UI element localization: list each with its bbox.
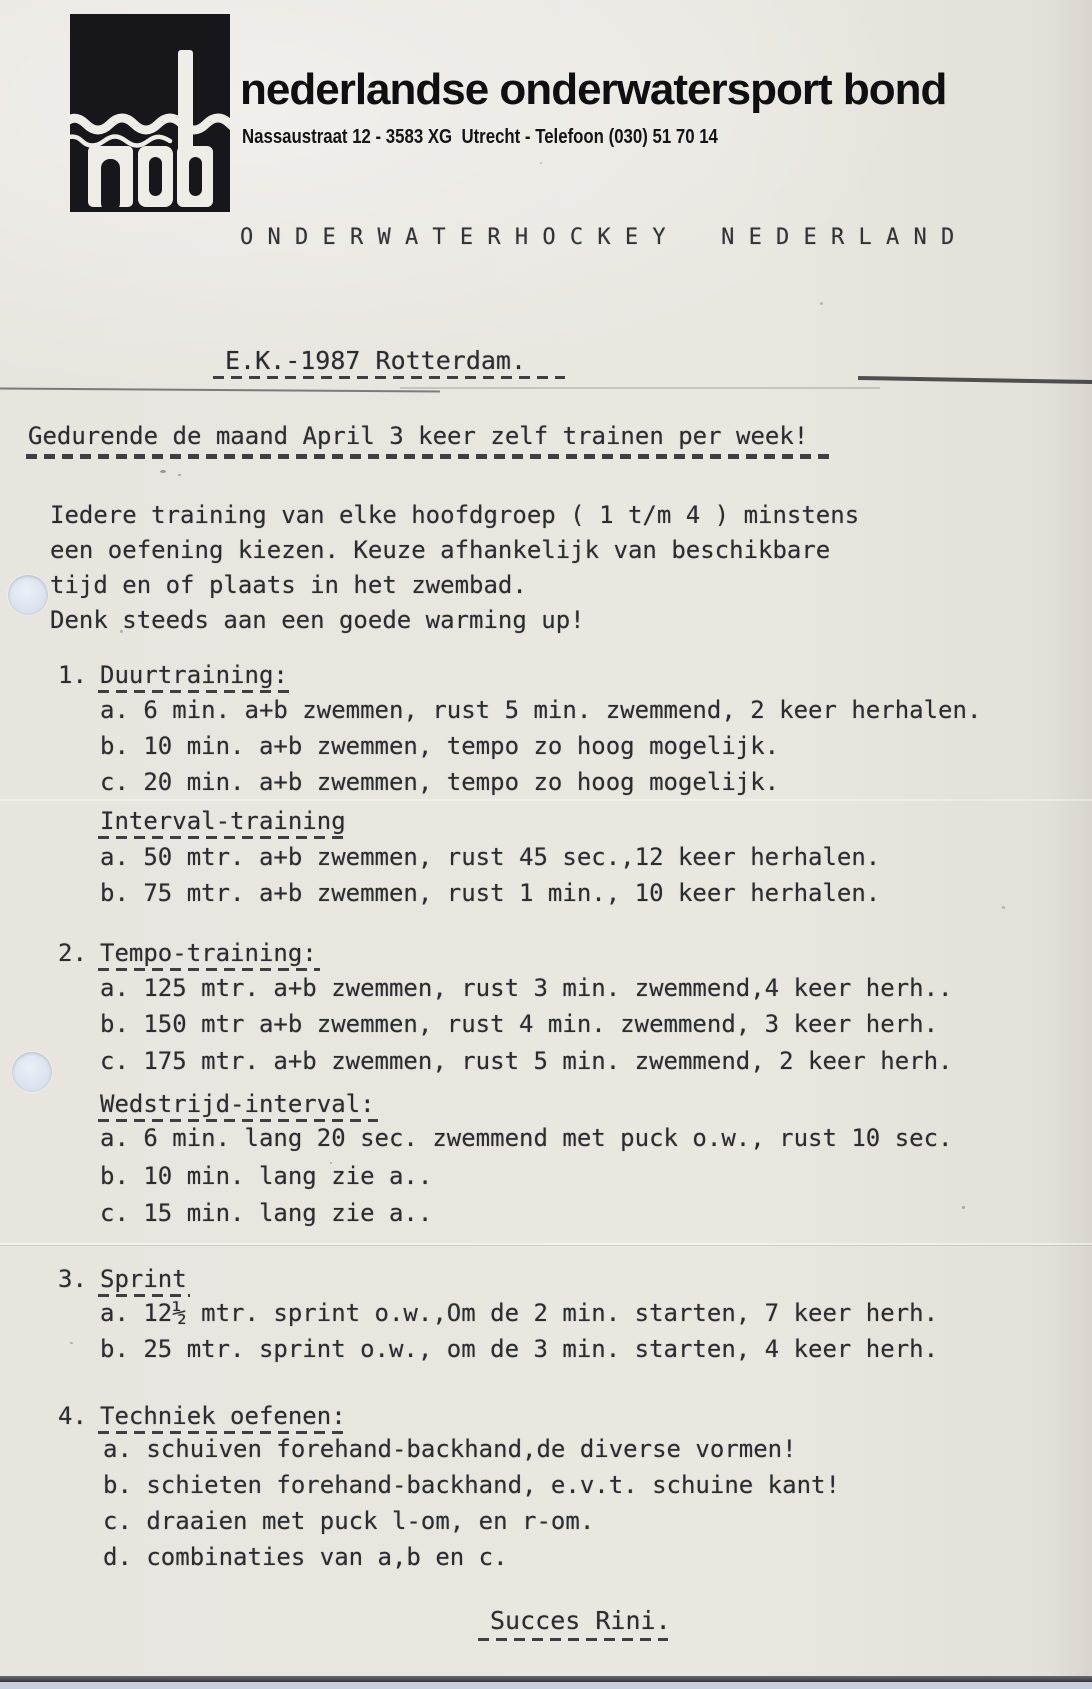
division-line: O N D E R W A T E R H O C K E Y N E D E R L A N D (240, 225, 955, 250)
heading-sprint: Sprint (100, 1265, 187, 1293)
heading-tempo-training: Tempo-training: (100, 939, 317, 967)
ink-speck (70, 1342, 73, 1344)
paper-crease (0, 1245, 1092, 1246)
item-wedstrijd-c: c. 15 min. lang zie a.. (100, 1199, 433, 1227)
nob-logo (70, 14, 230, 212)
heading-wedstrijd-interval: Wedstrijd-interval: (100, 1090, 375, 1118)
section-1-number: 1. (58, 661, 87, 689)
item-techniek-c: c. draaien met puck l-om, en r-om. (103, 1507, 595, 1535)
intro-line-1: Iedere training van elke hoofdgroep ( 1 t/m 4 ) minstens (50, 501, 860, 529)
ink-speck (120, 630, 123, 633)
heading-techniek-oefenen: Techniek oefenen: (100, 1402, 346, 1430)
item-wedstrijd-a: a. 6 min. lang 20 sec. zwemmend met puck o.w., rust 10 sec. (100, 1124, 953, 1152)
section-2-number: 2. (58, 939, 87, 967)
ink-speck (160, 470, 166, 473)
item-duurtraining-c: c. 20 min. a+b zwemmen, tempo zo hoog mogelijk. (100, 768, 780, 796)
ink-speck (330, 1162, 332, 1164)
ink-speck (1002, 906, 1005, 909)
dashed-underline (98, 690, 290, 693)
dashed-underline (98, 968, 320, 971)
heading-interval-training: Interval-training (100, 807, 346, 835)
dashed-underline (98, 1119, 378, 1122)
punch-hole (12, 1052, 52, 1092)
item-interval-b: b. 75 mtr. a+b zwemmen, rust 1 min., 10 keer herhalen. (100, 879, 881, 907)
paper-crease (0, 387, 440, 392)
dashed-underline (213, 376, 565, 379)
ink-speck (962, 1206, 965, 1209)
paper-crease (0, 799, 1092, 801)
item-sprint-a: a. 12½ mtr. sprint o.w.,Om de 2 min. starten, 7 keer herh. (100, 1299, 939, 1327)
item-duurtraining-b: b. 10 min. a+b zwemmen, tempo zo hoog mogelijk. (100, 732, 780, 760)
punch-hole (8, 575, 48, 615)
item-tempo-c: c. 175 mtr. a+b zwemmen, rust 5 min. zwemmend, 2 keer herh. (100, 1047, 953, 1075)
item-wedstrijd-b: b. 10 min. lang zie a.. (100, 1162, 433, 1190)
dashed-underline (98, 836, 350, 839)
ink-speck (178, 474, 181, 476)
item-tempo-a: a. 125 mtr. a+b zwemmen, rust 3 min. zwemmend,4 keer herh.. (100, 974, 953, 1002)
item-interval-a: a. 50 mtr. a+b zwemmen, rust 45 sec.,12 keer herhalen. (100, 843, 881, 871)
ink-speck (540, 162, 542, 164)
org-address: Nassaustraat 12 - 3583 XG Utrecht - Telefoon (030) 51 70 14 (242, 126, 718, 148)
intro-line-4: Denk steeds aan een goede warming up! (50, 606, 585, 634)
item-sprint-b: b. 25 mtr. sprint o.w., om de 3 min. starten, 4 keer herh. (100, 1335, 939, 1363)
closing-signature: Succes Rini. (490, 1606, 671, 1635)
section-4-number: 4. (58, 1402, 87, 1430)
item-tempo-b: b. 150 mtr a+b zwemmen, rust 4 min. zwemmend, 3 keer herh. (100, 1010, 939, 1038)
subject-line: Gedurende de maand April 3 keer zelf trainen per week! (28, 422, 809, 450)
nob-logo-graphic (70, 14, 230, 212)
heading-duurtraining: Duurtraining: (100, 661, 288, 689)
letter-title: E.K.-1987 Rotterdam. (225, 346, 527, 375)
scan-edge-light (0, 1682, 1092, 1689)
item-techniek-b: b. schieten forehand-backhand, e.v.t. schuine kant! (103, 1471, 840, 1499)
item-duurtraining-a: a. 6 min. a+b zwemmen, rust 5 min. zwemmend, 2 keer herhalen. (100, 696, 982, 724)
dashed-underline (478, 1638, 668, 1641)
dashed-underline (98, 1294, 190, 1297)
intro-line-2: een oefening kiezen. Keuze afhankelijk van beschikbare (50, 536, 831, 564)
ink-speck (820, 302, 823, 305)
org-name: nederlandse onderwatersport bond (240, 65, 947, 114)
item-techniek-d: d. combinaties van a,b en c. (103, 1543, 508, 1571)
nob-logo-letters (230, 14, 231, 15)
intro-line-3: tijd en of plaats in het zwembad. (50, 571, 527, 599)
section-3-number: 3. (58, 1265, 87, 1293)
paper-crease (858, 376, 1092, 384)
paper-crease (400, 387, 880, 389)
item-techniek-a: a. schuiven forehand-backhand,de diverse vormen! (103, 1435, 797, 1463)
dashed-underline (26, 454, 832, 459)
